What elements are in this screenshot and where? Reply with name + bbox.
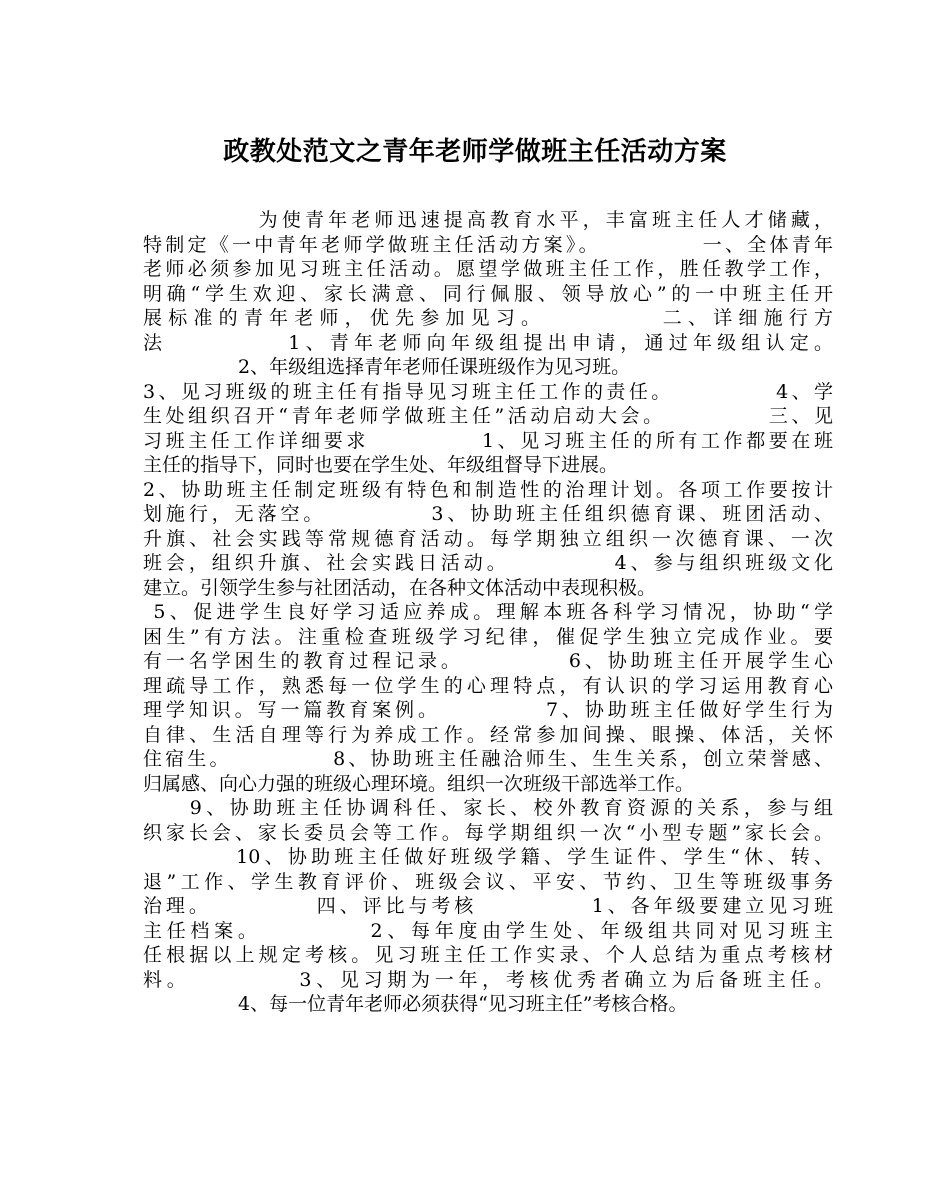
body-line: 法 1、青年老师向年级组提出申请，通过年级组认定。 (143, 331, 833, 354)
body-line: 织家长会、家长委员会等工作。每学期组织一次“小型专题”家长会。 (143, 821, 833, 844)
body-line: 建立。引领学生参与社团活动，在各种文体活动中表现积极。 (143, 576, 657, 599)
body-line: 住宿生。 8、协助班主任融洽师生、生生关系，创立荣誉感、 (143, 748, 833, 770)
body-line: 料。 3、见习期为一年，考核优秀者确立为后备班主任。 (143, 968, 833, 991)
body-line: 主任的指导下，同时也要在学生处、年级组督导下进展。 (143, 454, 619, 476)
body-line: 3、见习班级的班主任有指导见习班主任工作的责任。 4、学 (143, 380, 833, 403)
body-line: 2、年级组选择青年老师任课班级作为见习班。 (143, 356, 631, 378)
body-line: 归属感、向心力强的班级心理环境。组织一次班级干部选举工作。 (143, 772, 695, 795)
body-line: 老师必须参加见习班主任活动。愿望学做班主任工作，胜任教学工作， (143, 258, 833, 280)
body-line: 特制定《一中青年老师学做班主任活动方案》。 一、全体青年 (143, 233, 833, 256)
body-line: 困生”有方法。注重检查班级学习纪律，催促学生独立完成作业。要 (143, 625, 833, 648)
document-title: 政教处范文之青年老师学做班主任活动方案 (223, 137, 727, 167)
document-body (143, 208, 833, 1017)
body-line: 任根据以上规定考核。见习班主任工作实录、个人总结为重点考核材 (143, 944, 833, 966)
body-line: 自律、生活自理等行为养成工作。经常参加间操、眼操、体活，关怀 (143, 723, 833, 746)
body-line: 生处组织召开“青年老师学做班主任”活动启动大会。 三、见 (143, 405, 833, 427)
body-line: 治理。 四、评比与考核 1、各年级要建立见习班 (143, 895, 833, 917)
body-line: 9、协助班主任协调科任、家长、校外教育资源的关系，参与组 (143, 797, 833, 819)
body-line: 主任档案。 2、每年度由学生处、年级组共同对见习班主 (143, 919, 833, 942)
body-line: 班会，组织升旗、社会实践日活动。 4、参与组织班级文化 (143, 552, 833, 574)
body-line: 5、促进学生良好学习适应养成。理解本班各科学习情况，协助“学 (143, 601, 833, 623)
body-line: 明确“学生欢迎、家长满意、同行佩服、领导放心”的一中班主任开 (143, 282, 833, 305)
body-line: 退”工作、学生教育评价、班级会议、平安、节约、卫生等班级事务 (143, 870, 833, 893)
body-line: 有一名学困生的教育过程记录。 6、协助班主任开展学生心 (143, 650, 833, 672)
body-line: 展标准的青年老师，优先参加见习。 二、详细施行方 (143, 307, 833, 329)
body-line: 2、协助班主任制定班级有特色和制造性的治理计划。各项工作要按计 (143, 478, 833, 501)
body-line: 划施行，无落空。 3、协助班主任组织德育课、班团活动、 (143, 503, 833, 525)
body-line: 升旗、社会实践等常规德育活动。每学期独立组织一次德育课、一次 (143, 527, 833, 550)
body-line: 10、协助班主任做好班级学籍、学生证件、学生“休、转、 (143, 846, 833, 868)
body-line: 4、每一位青年老师必须获得“见习班主任”考核合格。 (143, 993, 688, 1015)
body-line: 为使青年老师迅速提高教育水平，丰富班主任人才储藏， (143, 209, 833, 231)
body-line: 理疏导工作，熟悉每一位学生的心理特点，有认识的学习运用教育心 (143, 674, 833, 697)
body-line: 理学知识。写一篇教育案例。 7、协助班主任做好学生行为 (143, 699, 833, 721)
body-line: 习班主任工作详细要求 1、见习班主任的所有工作都要在班 (143, 429, 833, 452)
